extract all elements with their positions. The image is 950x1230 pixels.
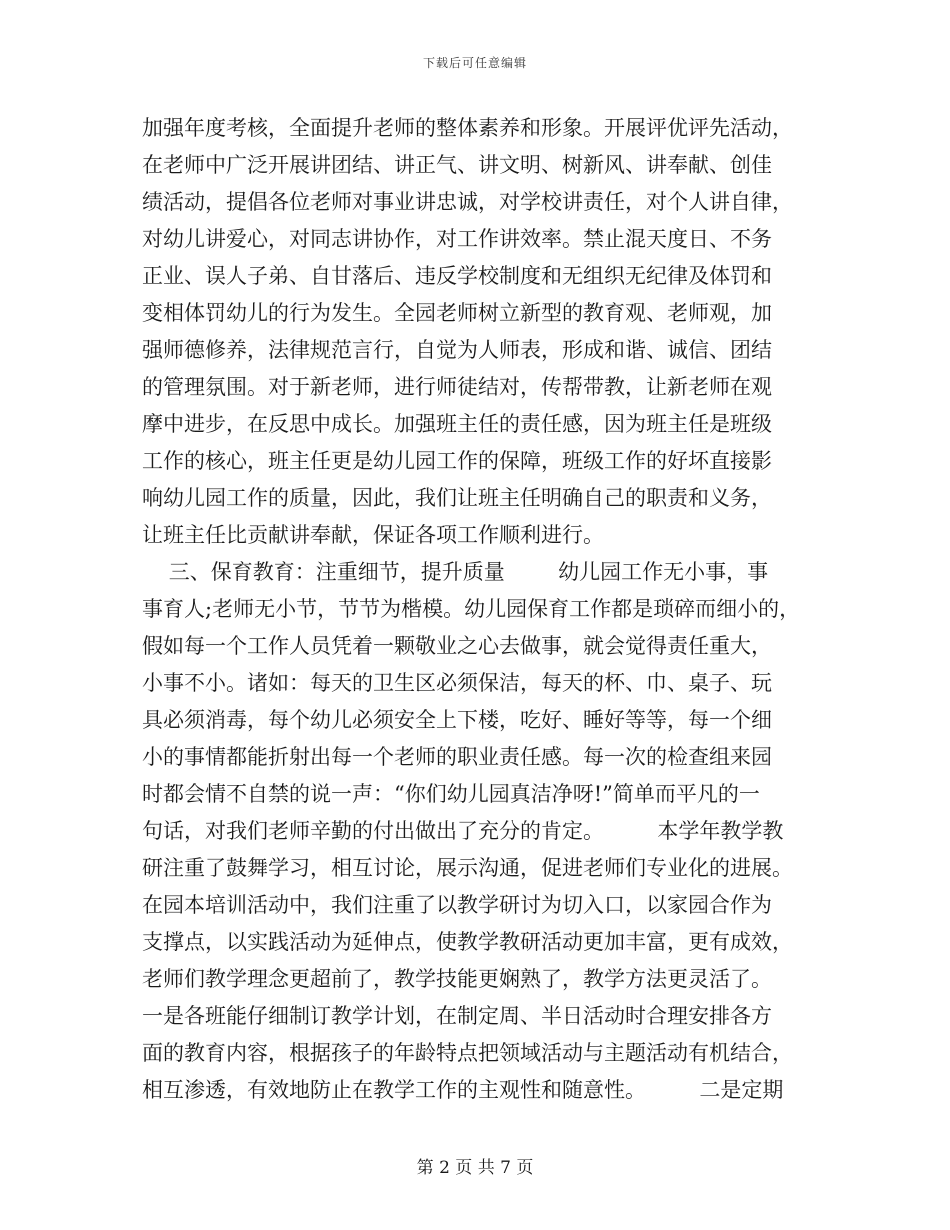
text-line: 的管理氛围。对于新老师，进行师徒结对，传帮带教，让新老师在观 [142, 375, 772, 399]
text-line: 小的事情都能折射出每一个老师的职业责任感。每一次的检查组来园 [142, 745, 772, 769]
document-body [142, 110, 822, 1109]
text-line: 让班主任比贡献讲奉献，保证各项工作顺利进行。 [142, 523, 604, 547]
text-line: 面的教育内容，根据孩子的年龄特点把领域活动与主题活动有机结合， [142, 1041, 793, 1065]
text-line: 假如每一个工作人员凭着一颗敬业之心去做事，就会觉得责任重大， [142, 634, 772, 658]
text-line: 强师德修养，法律规范言行，自觉为人师表，形成和谐、诚信、团结 [142, 338, 772, 362]
text-line: 小事不小。诸如：每天的卫生区必须保洁，每天的杯、巾、桌子、玩 [142, 671, 772, 695]
text-line: 在园本培训活动中，我们注重了以教学研讨为切入口，以家园合作为 [142, 893, 772, 917]
text-line: 句话，对我们老师辛勤的付出做出了充分的肯定。 本学年教学教 [142, 819, 784, 843]
text-line: 三、保育教育：注重细节，提升质量 幼儿园工作无小事，事 [142, 560, 769, 584]
text-line: 工作的核心，班主任更是幼儿园工作的保障，班级工作的好坏直接影 [142, 449, 772, 473]
text-line: 具必须消毒，每个幼儿必须安全上下楼，吃好、睡好等等，每一个细 [142, 708, 772, 732]
text-line: 响幼儿园工作的质量，因此，我们让班主任明确自己的职责和义务， [142, 486, 772, 510]
text-line: 正业、误人子弟、自甘落后、违反学校制度和无组织无纪律及体罚和 [142, 264, 772, 288]
text-line: 摩中进步，在反思中成长。加强班主任的责任感，因为班主任是班级 [142, 412, 772, 436]
text-line: 事育人;老师无小节，节节为楷模。幼儿园保育工作都是琐碎而细小的， [142, 597, 801, 621]
text-line: 对幼儿讲爱心，对同志讲协作，对工作讲效率。禁止混天度日、不务 [142, 227, 772, 251]
text-line: 研注重了鼓舞学习，相互讨论，展示沟通，促进老师们专业化的进展。 [142, 856, 793, 880]
text-line: 变相体罚幼儿的行为发生。全园老师树立新型的教育观、老师观，加 [142, 301, 772, 325]
text-line: 绩活动，提倡各位老师对事业讲忠诚，对学校讲责任，对个人讲自律， [142, 190, 793, 214]
text-line: 在老师中广泛开展讲团结、讲正气、讲文明、树新风、讲奉献、创佳 [142, 153, 772, 177]
text-line: 相互渗透，有效地防止在教学工作的主观性和随意性。 二是定期 [142, 1078, 784, 1102]
text-line: 时都会情不自禁的说一声：“你们幼儿园真洁净呀!”简单而平凡的一 [142, 782, 760, 806]
text-line: 老师们教学理念更超前了，教学技能更娴熟了，教学方法更灵活了。 [142, 967, 772, 991]
page-number: 第 2 页 共 7 页 [416, 1158, 534, 1178]
text-line: 支撑点，以实践活动为延伸点，使教学教研活动更加丰富，更有成效， [142, 930, 793, 954]
text-line: 一是各班能仔细制订教学计划，在制定周、半日活动时合理安排各方 [142, 1004, 772, 1028]
text-line: 加强年度考核，全面提升老师的整体素养和形象。开展评优评先活动， [142, 116, 793, 140]
page-header: 下载后可任意编辑 [422, 56, 527, 70]
